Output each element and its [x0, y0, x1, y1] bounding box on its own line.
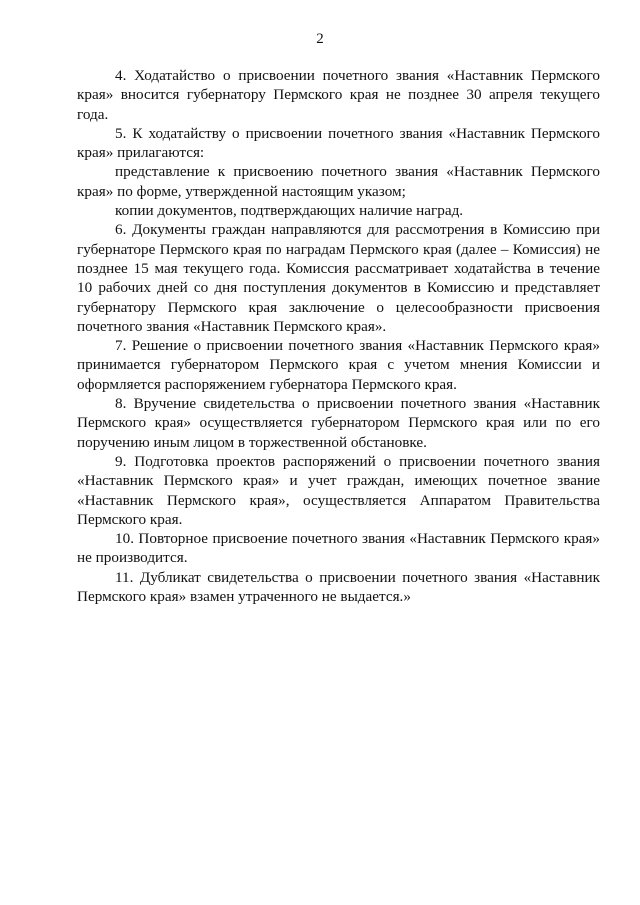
paragraph-8: 8. Вручение свидетельства о присвоении почетного звания «Наставник Пермского края» осуществляется губернатором Пермского края или по его поручению иным лицом в торжественной обстановке.: [77, 395, 600, 451]
paragraph-9: 9. Подготовка проектов распоряжений о присвоении почетного звания «Наставник Пермского края» и учет граждан, имеющих почетное звание «Наставник Пермского края», осуществляется Аппаратом Правительства Пермского края.: [77, 452, 600, 528]
paragraph-7: 7. Решение о присвоении почетного звания «Наставник Пермского края» принимается губернатором Пермского края с учетом мнения Комиссии и оформляется распоряжением губернатора Пермского края.: [77, 337, 600, 393]
paragraph-10: 10. Повторное присвоение почетного звания «Наставник Пермского края» не производится.: [77, 530, 600, 567]
paragraph-4: 4. Ходатайство о присвоении почетного звания «Наставник Пермского края» вносится губернатору Пермского края не позднее 30 апреля текущего года.: [77, 67, 600, 123]
paragraph-5-item-copies: копии документов, подтверждающих наличие наград.: [115, 202, 464, 220]
paragraph-5: 5. К ходатайству о присвоении почетного звания «Наставник Пермского края» прилагаются:: [77, 124, 600, 162]
page-number: 2: [316, 31, 324, 47]
document-body: [77, 66, 600, 606]
paragraph-11: 11. Дубликат свидетельства о присвоении почетного звания «Наставник Пермского края» взамен утраченного не выдается.»: [77, 568, 600, 606]
paragraph-6: 6. Документы граждан направляются для рассмотрения в Комиссию при губернаторе Пермского края по наградам Пермского края (далее – Комиссия) не позднее 15 мая текущего года. Комиссия рассматривает ходатайства в течение 10 рабочих дней со дня поступления документов в Комиссию и представляет губернатору Пермского края заключение о целесообразности присвоения почетного звания «Наставник Пермского края».: [77, 221, 600, 335]
paragraph-5-item-nomination: представление к присвоению почетного звания «Наставник Пермского края» по форме, утвержденной настоящим указом;: [77, 163, 600, 200]
